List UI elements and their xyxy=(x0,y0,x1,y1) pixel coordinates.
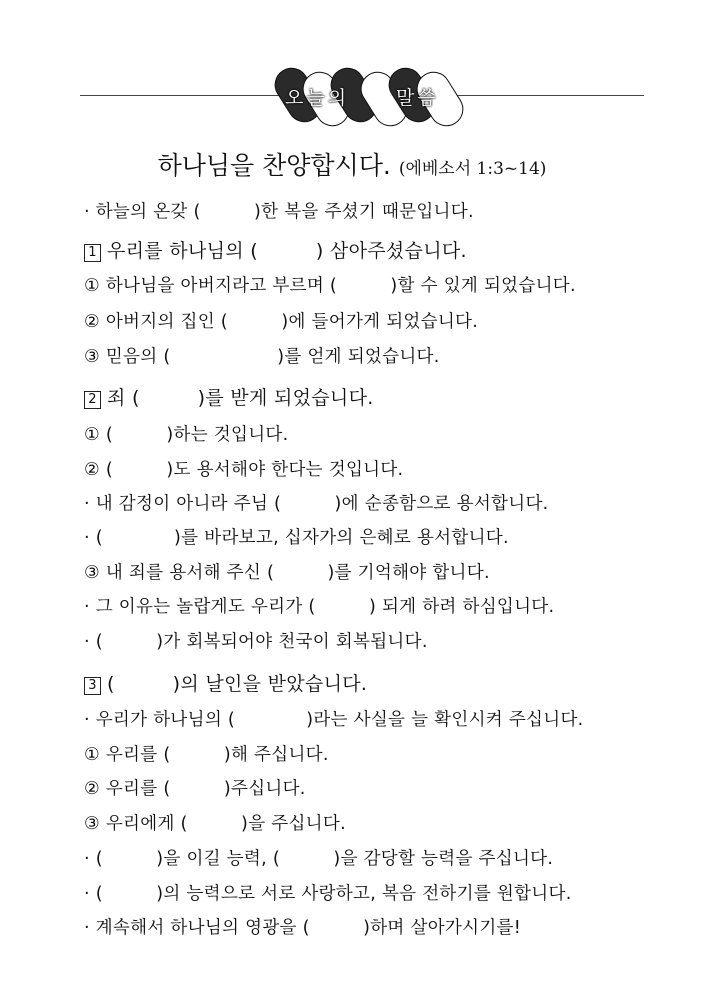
section-heading xyxy=(84,236,467,263)
list-item: ③ 믿음의 ( )를 얻게 되었습니다. xyxy=(84,347,440,367)
banner xyxy=(0,64,704,126)
section-number-box: 3 xyxy=(84,677,101,695)
list-item: · 그 이유는 놀랍게도 우리가 ( ) 되게 하려 하심입니다. xyxy=(84,597,555,617)
list-item: · 계속해서 하나님의 영광을 ( )하며 살아가시기를! xyxy=(84,918,522,938)
list-item: ③ 우리에게 ( )을 주십니다. xyxy=(84,814,346,834)
list-item: · ( )의 능력으로 서로 사랑하고, 복음 전하기를 원합니다. xyxy=(84,884,572,904)
list-item: ③ 내 죄를 용서해 주신 ( )를 기억해야 합니다. xyxy=(84,563,490,583)
list-item: · 하늘의 온갖 ( )한 복을 주셨기 때문입니다. xyxy=(84,202,474,222)
section-heading xyxy=(84,669,367,696)
section-heading-text: ( )의 날인을 받았습니다. xyxy=(107,673,368,695)
section-number-box: 1 xyxy=(84,244,101,262)
list-item: · 내 감정이 아니라 주님 ( )에 순종함으로 용서합니다. xyxy=(84,494,549,514)
banner-text-today: 오늘의 xyxy=(285,87,350,109)
list-item: · ( )를 바라보고, 십자가의 은혜로 용서합니다. xyxy=(84,528,509,548)
list-item: ② 우리를 ( )주십니다. xyxy=(84,779,306,799)
list-item: · ( )가 회복되어야 천국이 회복됩니다. xyxy=(84,632,428,652)
banner-text-word: 말씀 xyxy=(396,87,439,109)
title-main: 하나님을 찬양합시다. xyxy=(157,151,391,180)
list-item: ② ( )도 용서해야 한다는 것입니다. xyxy=(84,460,404,480)
section-number-box: 2 xyxy=(84,391,101,409)
list-item: ① ( )하는 것입니다. xyxy=(84,425,289,445)
list-item: · 우리가 하나님의 ( )라는 사실을 늘 확인시켜 주십니다. xyxy=(84,710,584,730)
list-item: ① 우리를 ( )해 주십니다. xyxy=(84,745,329,765)
list-item: ① 하나님을 아버지라고 부르며 ( )할 수 있게 되었습니다. xyxy=(84,276,576,296)
scripture-reference: (에베소서 1:3~14) xyxy=(398,159,547,179)
section-heading xyxy=(84,383,374,410)
section-heading-text: 죄 ( )를 받게 되었습니다. xyxy=(107,387,374,409)
section-heading-text: 우리를 하나님의 ( ) 삼아주셨습니다. xyxy=(107,240,467,262)
list-item: · ( )을 이길 능력, ( )을 감당할 능력을 주십니다. xyxy=(84,849,554,869)
list-item: ② 아버지의 집인 ( )에 들어가게 되었습니다. xyxy=(84,312,479,332)
page-title xyxy=(0,146,704,182)
